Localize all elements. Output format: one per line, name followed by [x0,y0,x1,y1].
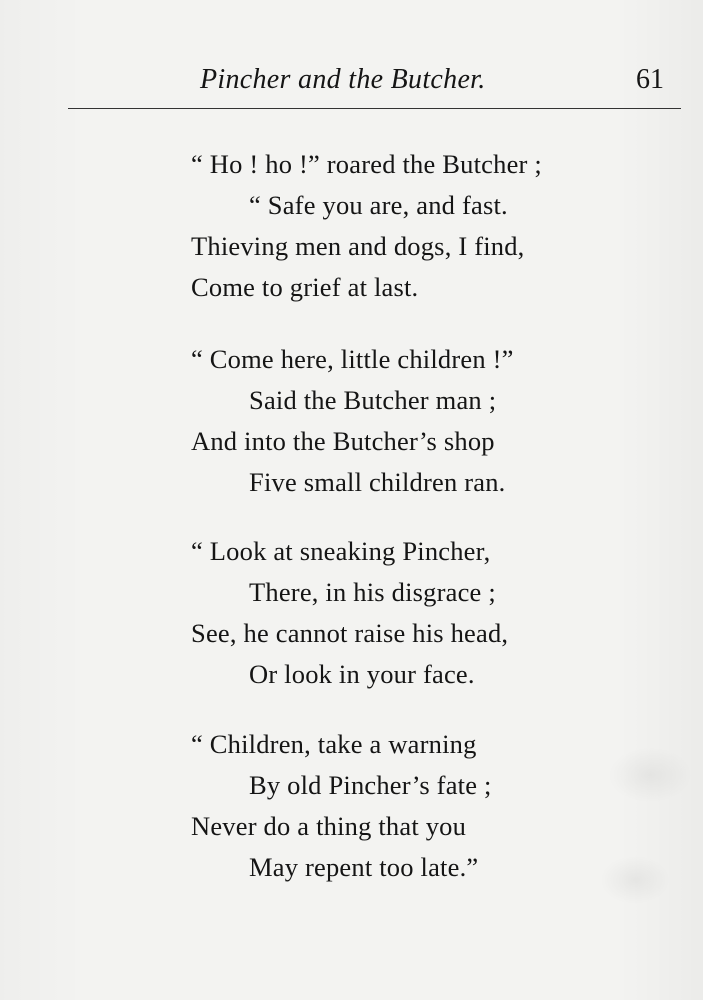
poem-line: Never do a thing that you [191,811,467,841]
stanza-4 [191,724,661,888]
poem-line: Or look in your face. [249,659,475,689]
poem-line: There, in his disgrace ; [249,577,496,607]
poem-line: Come to grief at last. [191,272,419,302]
stanza-3 [191,531,661,695]
stanza-1 [191,144,661,308]
poem-line: By old Pincher’s fate ; [249,770,492,800]
stanza-2 [191,339,661,503]
poem-line: Thieving men and dogs, I find, [191,231,525,261]
poem-line: “ Children, take a warning [191,729,477,759]
poem-line: “ Safe you are, and fast. [249,190,508,220]
poem-line: “ Come here, little children !” [191,344,514,374]
running-title: Pincher and the Butcher. [200,64,486,95]
poem-line: Said the Butcher man ; [249,385,497,415]
poem-line: And into the Butcher’s shop [191,426,495,456]
poem-line: May repent too late.” [249,852,479,882]
poem-line: “ Ho ! ho !” roared the Butcher ; [191,149,542,179]
poem-line: See, he cannot raise his head, [191,618,509,648]
header-rule [68,108,681,109]
poem-line: “ Look at sneaking Pincher, [191,536,491,566]
poem-line: Five small children ran. [249,467,506,497]
page-number: 61 [636,64,664,95]
